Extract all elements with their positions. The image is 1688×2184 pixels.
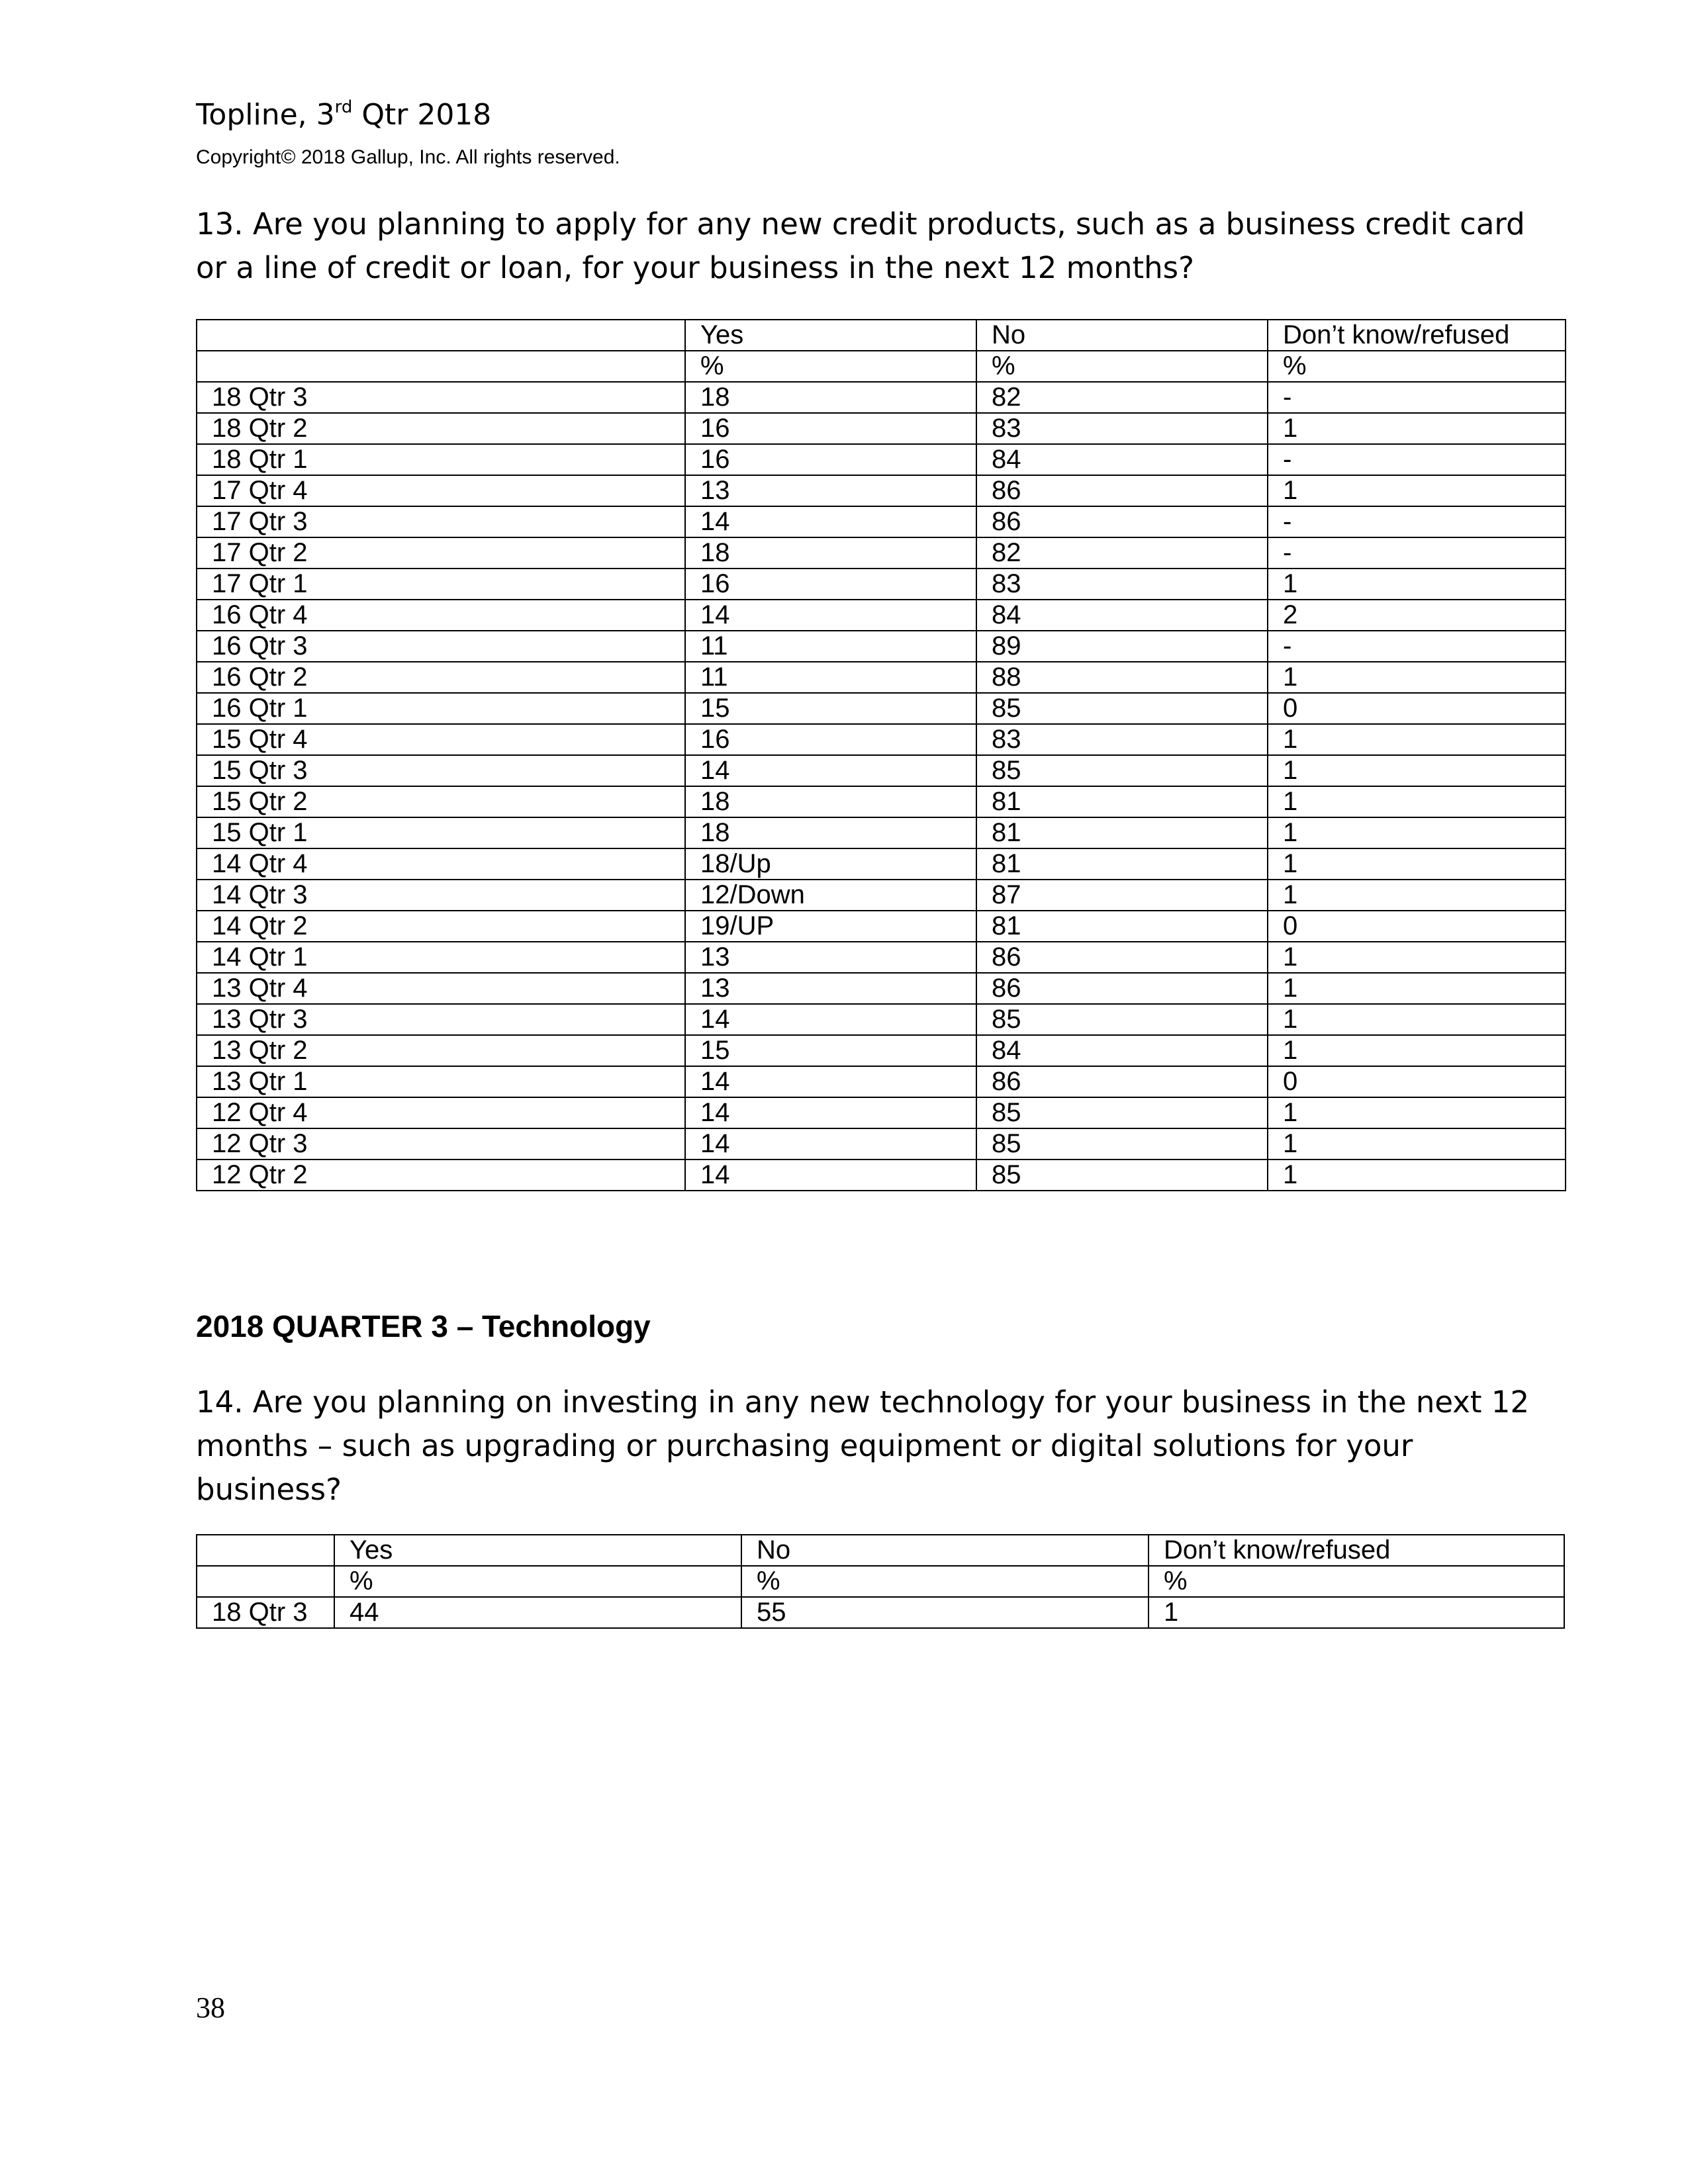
table-row	[197, 1035, 1566, 1066]
table-cell: 0	[1268, 693, 1566, 724]
table-cell: 83	[976, 413, 1268, 444]
credit-products-table	[196, 319, 1566, 1191]
header-title-superscript: rd	[334, 97, 353, 117]
table-row	[197, 755, 1566, 786]
row-label-cell: 12 Qtr 2	[197, 1160, 685, 1191]
table-cell: -	[1268, 537, 1566, 569]
section-heading: 2018 QUARTER 3 – Technology	[196, 1309, 651, 1343]
table-cell: -	[1268, 631, 1566, 662]
row-label-cell: 18 Qtr 2	[197, 413, 685, 444]
row-label-cell: 13 Qtr 2	[197, 1035, 685, 1066]
row-label-cell: 18 Qtr 3	[197, 1597, 334, 1628]
table-cell: 14	[685, 506, 976, 537]
table-cell: 44	[334, 1597, 741, 1628]
table-row	[197, 880, 1566, 911]
units-cell: %	[1149, 1566, 1564, 1597]
table-cell: 16	[685, 724, 976, 755]
table-cell: 18	[685, 817, 976, 848]
table-cell: 1	[1268, 973, 1566, 1004]
table-cell: 1	[1268, 1035, 1566, 1066]
table-cell: 2	[1268, 600, 1566, 631]
table-cell: 86	[976, 942, 1268, 973]
table-cell: -	[1268, 506, 1566, 537]
page-number: 38	[196, 1991, 225, 2024]
table-cell: 83	[976, 569, 1268, 600]
page-header-title	[196, 97, 491, 134]
row-label-cell: 15 Qtr 4	[197, 724, 685, 755]
row-label-cell: 17 Qtr 4	[197, 475, 685, 506]
units-cell: %	[1268, 351, 1566, 382]
table-cell: 85	[976, 1128, 1268, 1160]
table-cell: 85	[976, 755, 1268, 786]
table-row	[197, 973, 1566, 1004]
table-row	[197, 1066, 1566, 1097]
table-cell: 14	[685, 1066, 976, 1097]
table-cell: 0	[1268, 911, 1566, 942]
row-label-cell: 17 Qtr 3	[197, 506, 685, 537]
table-cell: 14	[685, 1128, 976, 1160]
table-row	[197, 911, 1566, 942]
table-row	[197, 1004, 1566, 1035]
table-cell: 11	[685, 631, 976, 662]
header-cell: No	[741, 1535, 1149, 1566]
table-cell: 13	[685, 973, 976, 1004]
table-cell: 55	[741, 1597, 1149, 1628]
table-cell: 14	[685, 1004, 976, 1035]
row-label-cell: 15 Qtr 3	[197, 755, 685, 786]
table-cell: 14	[685, 1097, 976, 1128]
table-cell: 1	[1268, 755, 1566, 786]
units-cell	[197, 1566, 334, 1597]
table-cell: 1	[1268, 475, 1566, 506]
table-cell: 82	[976, 382, 1268, 413]
technology-investment-table-body	[197, 1535, 1564, 1628]
table-cell: 89	[976, 631, 1268, 662]
row-label-cell: 14 Qtr 2	[197, 911, 685, 942]
table-header-row	[197, 1535, 1564, 1566]
header-title-suffix: Qtr 2018	[352, 98, 492, 132]
row-label-cell: 15 Qtr 2	[197, 786, 685, 817]
row-label-cell: 13 Qtr 1	[197, 1066, 685, 1097]
table-cell: 18	[685, 786, 976, 817]
table-cell: 1	[1268, 1160, 1566, 1191]
table-row	[197, 1097, 1566, 1128]
header-cell: Don’t know/refused	[1268, 320, 1566, 351]
row-label-cell: 18 Qtr 3	[197, 382, 685, 413]
table-cell: 86	[976, 475, 1268, 506]
row-label-cell: 13 Qtr 3	[197, 1004, 685, 1035]
row-label-cell: 12 Qtr 3	[197, 1128, 685, 1160]
row-label-cell: 17 Qtr 2	[197, 537, 685, 569]
question-14-text: 14. Are you planning on investing in any new technology for your business in the next 12 months – such as upgrading or purchasing equipment or digital solutions for your business?	[196, 1385, 1530, 1507]
units-cell: %	[334, 1566, 741, 1597]
units-cell: %	[685, 351, 976, 382]
row-label-cell: 14 Qtr 3	[197, 880, 685, 911]
table-cell: 14	[685, 755, 976, 786]
copyright-notice: Copyright© 2018 Gallup, Inc. All rights reserved.	[196, 146, 620, 168]
table-row	[197, 569, 1566, 600]
table-cell: 85	[976, 1160, 1268, 1191]
header-cell	[197, 320, 685, 351]
table-cell: 86	[976, 506, 1268, 537]
table-cell: 87	[976, 880, 1268, 911]
row-label-cell: 14 Qtr 4	[197, 848, 685, 880]
table-cell: 1	[1268, 1004, 1566, 1035]
table-cell: 1	[1268, 848, 1566, 880]
table-cell: 85	[976, 1004, 1268, 1035]
table-cell: 18/Up	[685, 848, 976, 880]
table-cell: 1	[1268, 662, 1566, 693]
table-row	[197, 1160, 1566, 1191]
table-cell: 15	[685, 1035, 976, 1066]
header-title-prefix: Topline, 3	[196, 98, 335, 132]
table-units-row	[197, 351, 1566, 382]
table-cell: 16	[685, 569, 976, 600]
table-cell: 1	[1268, 880, 1566, 911]
question-13-text: 13. Are you planning to apply for any new credit products, such as a business credit card or a line of credit or loan, for your business in the next 12 months?	[196, 206, 1525, 285]
table-cell: 1	[1268, 1097, 1566, 1128]
table-row	[197, 942, 1566, 973]
table-cell: 84	[976, 444, 1268, 475]
table-cell: 14	[685, 1160, 976, 1191]
units-cell: %	[741, 1566, 1149, 1597]
table-row	[197, 1597, 1564, 1628]
table-cell: 18	[685, 382, 976, 413]
row-label-cell: 16 Qtr 2	[197, 662, 685, 693]
table-row	[197, 817, 1566, 848]
table-row	[197, 786, 1566, 817]
table-row	[197, 693, 1566, 724]
table-cell: 81	[976, 911, 1268, 942]
table-cell: 15	[685, 693, 976, 724]
table-units-row	[197, 1566, 1564, 1597]
table-cell: 1	[1268, 413, 1566, 444]
table-cell: 0	[1268, 1066, 1566, 1097]
table-row	[197, 662, 1566, 693]
table-row	[197, 1128, 1566, 1160]
units-cell	[197, 351, 685, 382]
credit-products-table-body	[197, 320, 1566, 1191]
table-header-row	[197, 320, 1566, 351]
technology-investment-table	[196, 1534, 1565, 1629]
units-cell: %	[976, 351, 1268, 382]
table-cell: 83	[976, 724, 1268, 755]
header-cell: Yes	[685, 320, 976, 351]
row-label-cell: 14 Qtr 1	[197, 942, 685, 973]
table-row	[197, 413, 1566, 444]
table-cell: 86	[976, 1066, 1268, 1097]
row-label-cell: 18 Qtr 1	[197, 444, 685, 475]
table-row	[197, 724, 1566, 755]
table-cell: 84	[976, 600, 1268, 631]
table-cell: 1	[1149, 1597, 1564, 1628]
row-label-cell: 16 Qtr 1	[197, 693, 685, 724]
table-cell: 1	[1268, 942, 1566, 973]
table-row	[197, 382, 1566, 413]
header-cell: Yes	[334, 1535, 741, 1566]
table-cell: 81	[976, 848, 1268, 880]
table-cell: 85	[976, 1097, 1268, 1128]
table-cell: 14	[685, 600, 976, 631]
row-label-cell: 12 Qtr 4	[197, 1097, 685, 1128]
header-cell	[197, 1535, 334, 1566]
table-cell: 13	[685, 475, 976, 506]
table-row	[197, 631, 1566, 662]
header-cell: No	[976, 320, 1268, 351]
table-cell: 86	[976, 973, 1268, 1004]
table-cell: 16	[685, 413, 976, 444]
table-cell: 81	[976, 786, 1268, 817]
table-cell: 81	[976, 817, 1268, 848]
table-row	[197, 848, 1566, 880]
table-cell: 11	[685, 662, 976, 693]
table-cell: 85	[976, 693, 1268, 724]
table-row	[197, 444, 1566, 475]
header-cell: Don’t know/refused	[1149, 1535, 1564, 1566]
table-cell: 1	[1268, 786, 1566, 817]
table-cell: 1	[1268, 569, 1566, 600]
table-cell: 1	[1268, 817, 1566, 848]
table-cell: 13	[685, 942, 976, 973]
table-row	[197, 537, 1566, 569]
table-row	[197, 506, 1566, 537]
row-label-cell: 13 Qtr 4	[197, 973, 685, 1004]
table-row	[197, 475, 1566, 506]
table-cell: 84	[976, 1035, 1268, 1066]
table-cell: 18	[685, 537, 976, 569]
table-cell: 16	[685, 444, 976, 475]
table-cell: 88	[976, 662, 1268, 693]
table-cell: 82	[976, 537, 1268, 569]
row-label-cell: 15 Qtr 1	[197, 817, 685, 848]
table-cell: -	[1268, 444, 1566, 475]
table-row	[197, 600, 1566, 631]
table-cell: 1	[1268, 724, 1566, 755]
table-cell: 1	[1268, 1128, 1566, 1160]
table-cell: 12/Down	[685, 880, 976, 911]
row-label-cell: 16 Qtr 4	[197, 600, 685, 631]
table-cell: -	[1268, 382, 1566, 413]
row-label-cell: 17 Qtr 1	[197, 569, 685, 600]
table-cell: 19/UP	[685, 911, 976, 942]
row-label-cell: 16 Qtr 3	[197, 631, 685, 662]
